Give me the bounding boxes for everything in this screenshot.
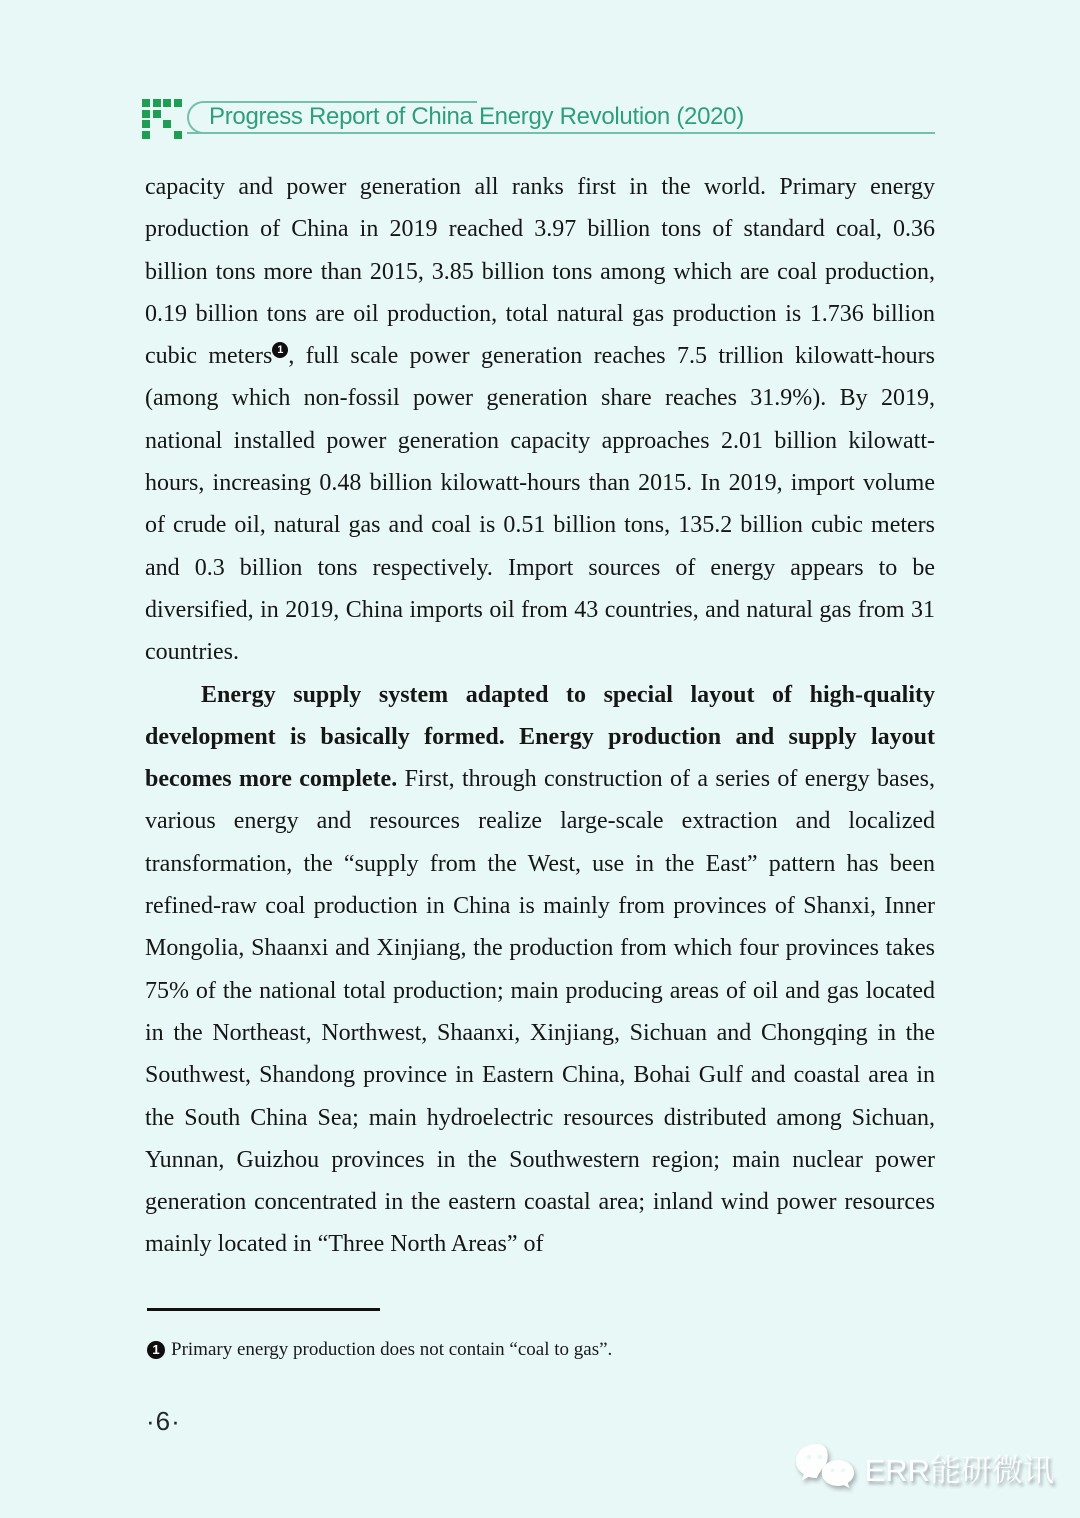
paragraph-2 — [145, 674, 935, 1266]
paragraph-1 — [145, 166, 935, 674]
wechat-icon — [793, 1440, 857, 1494]
paragraph-1-text-a: capacity and power generation all ranks first in the world. Primary energy production of China in 2019 reached 3.97 billion tons of standard coal, 0.36 billion tons more than 2015, 3.85 billion tons among which are coal production, 0.19 billion tons are oil production, total natural gas production is 1.736 billion cubic meters — [145, 174, 935, 370]
footnote-reference: 1 — [272, 342, 288, 358]
paragraph-2-bold-lead: Energy supply system adapted to special layout of high-quality development is basically formed. Energy production and supply layout becomes more complete. — [145, 681, 935, 793]
footnote — [147, 1339, 927, 1361]
report-title: Progress Report of China Energy Revolution (2020) — [209, 103, 744, 130]
report-logo-icon — [142, 99, 182, 139]
paragraph-1-text-b: , full scale power generation reaches 7.5 trillion kilowatt-hours (among which non-fossil power generation share reaches 31.9%). By 2019, national installed power generation capacity approaches 2.01 billion kilowatt-hours, increasing 0.48 billion kilowatt-hours than 2015. In 2019, import volume of crude oil, natural gas and coal is 0.51 billion tons, 135.2 billion cubic meters and 0.3 billion tons respectively. Import sources of energy appears to be diversified, in 2019, China imports oil from 43 countries, and natural gas from 31 countries. — [145, 343, 935, 666]
footnote-text: Primary energy production does not contain “coal to gas”. — [171, 1339, 613, 1360]
page-header — [187, 101, 935, 134]
watermark-text: ERR能研微讯 — [864, 1452, 1054, 1488]
page-body — [145, 166, 935, 1266]
page-number: ·6· — [146, 1406, 181, 1436]
footnote-divider — [147, 1308, 380, 1311]
paragraph-2-text: First, through construction of a series of energy bases, various energy and resources realize large-scale extraction and localized transformation, the “supply from the West, use in the East” pattern has been refined-raw coal production in China is mainly from provinces of Shanxi, Inner Mongolia, Shaanxi and Xinjiang, the production from which four provinces takes 75% of the national total production; main producing areas of oil and gas located in the Northeast, Northwest, Shaanxi, Xinjiang, Sichuan and Chongqing in the Southwest, Shandong province in Eastern China, Bohai Gulf and coastal area in the South China Sea; main hydroelectric resources distributed among Sichuan, Yunnan, Guizhou provinces in the Southwestern region; main nuclear power generation concentrated in the eastern coastal area; inland wind power resources mainly located in “Three North Areas” of — [145, 766, 935, 1258]
watermark — [793, 1440, 1054, 1494]
footnote-marker: 1 — [147, 1341, 165, 1359]
